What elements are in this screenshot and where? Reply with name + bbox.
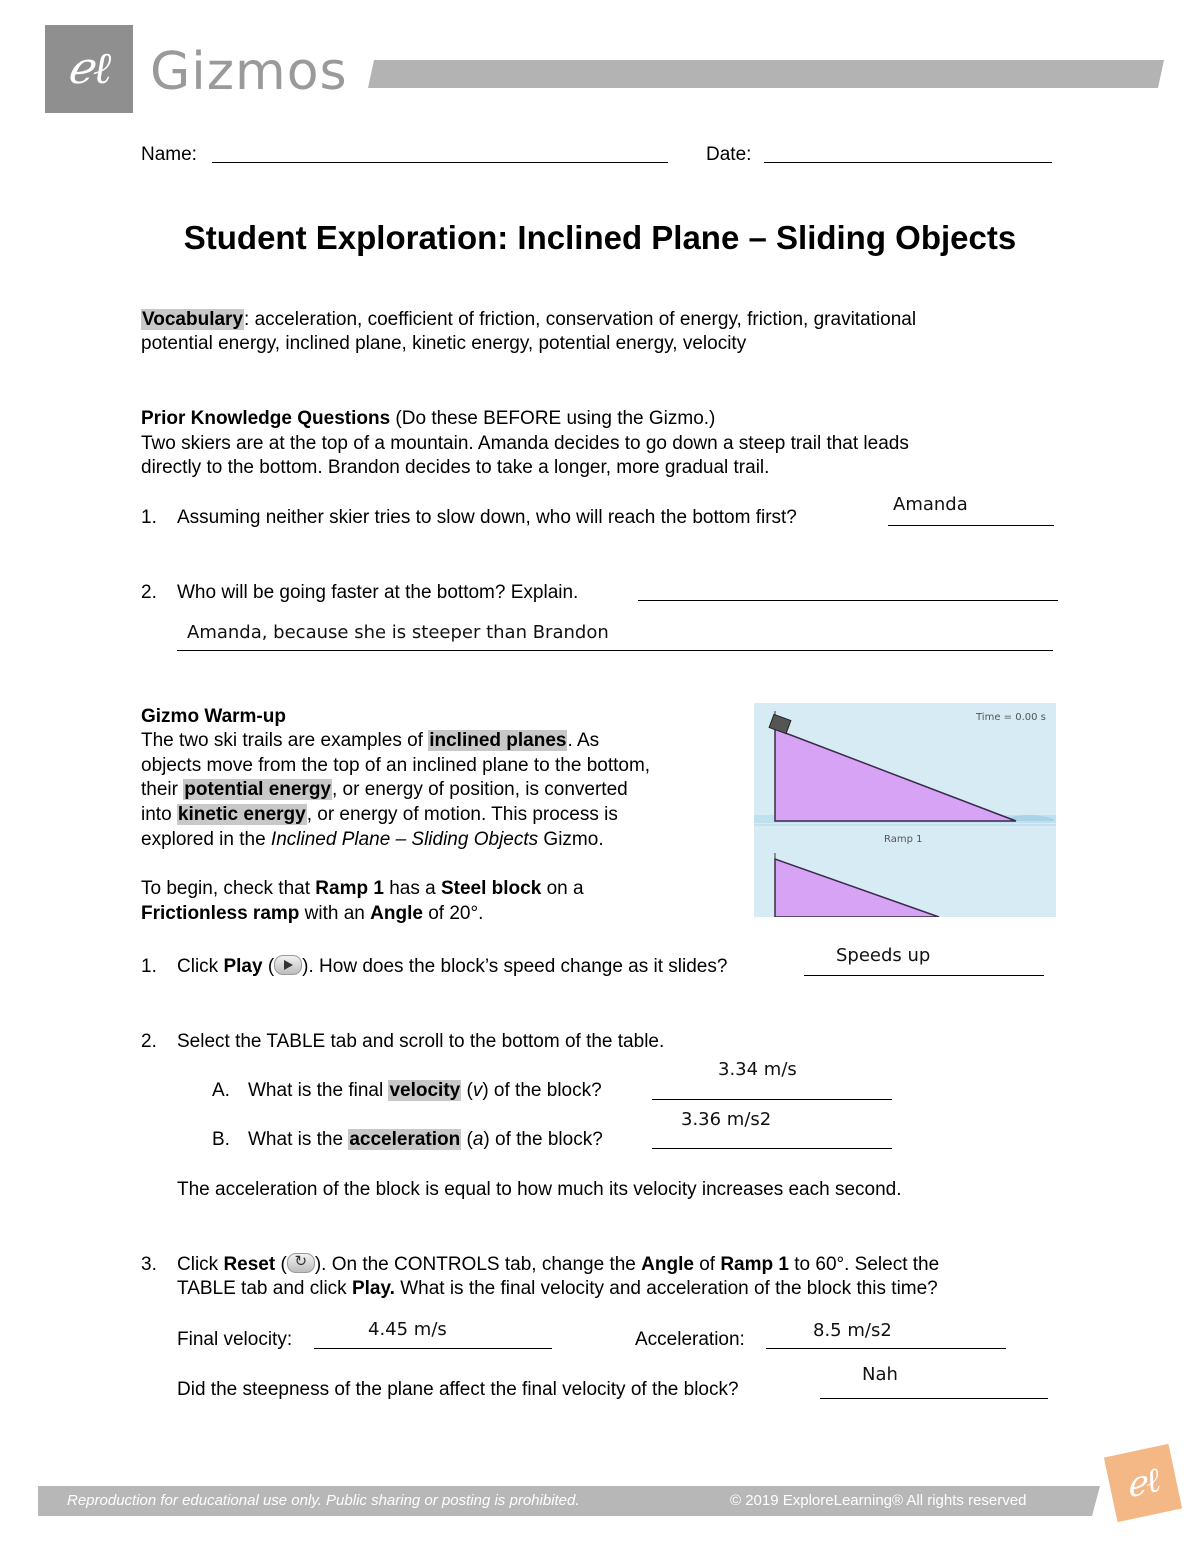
prior-q2-answer-line-1[interactable] (638, 600, 1058, 601)
qb-b: ( (461, 1129, 473, 1150)
play-triangle (284, 960, 293, 970)
qa-c: ) of the block? (482, 1080, 602, 1101)
term-potential-energy: potential energy (184, 779, 331, 800)
begin1-ramp: Ramp 1 (315, 878, 384, 899)
warmup-q1-number: 1. (141, 956, 157, 977)
q1-a: Click (177, 956, 224, 977)
prior-q1-text: Assuming neither skier tries to slow down, who will reach the bottom first? (177, 507, 797, 528)
warmup-p4 (141, 803, 618, 827)
steepness-answer: Nah (862, 1364, 898, 1385)
prior-q1-number: 1. (141, 507, 157, 528)
footer-logo (1104, 1444, 1182, 1522)
begin1-d: on a (541, 878, 584, 899)
warmup-p3-b: , or energy of position, is converted (332, 779, 628, 800)
prior-q1-answer: Amanda (893, 494, 968, 515)
warmup-p1-b: . As (567, 730, 600, 751)
date-field[interactable] (764, 162, 1052, 163)
begin2-c: with an (299, 903, 371, 924)
qa-label: A. (212, 1080, 230, 1101)
name-label: Name: (141, 144, 197, 165)
qa-v: v (472, 1080, 483, 1101)
warmup-p1-a: The two ski trails are examples of (141, 730, 429, 751)
warmup-p3 (141, 778, 628, 802)
logo-glyph: ℯℓ (66, 43, 112, 94)
qb-text (248, 1128, 603, 1152)
q3-a: Click (177, 1254, 224, 1275)
ramp-2-triangle (775, 859, 939, 917)
acceleration-answer: 8.5 m/s2 (813, 1320, 892, 1341)
q3-d: ). On the CONTROLS tab, change the (314, 1254, 642, 1275)
final-velocity-answer: 4.45 m/s (368, 1319, 447, 1340)
warmup-heading-bold: Gizmo Warm-up (141, 706, 286, 727)
footer-notice: Reproduction for educational use only. Public sharing or posting is prohibited. (67, 1492, 580, 1509)
q3-line2-play: Play. (351, 1278, 395, 1299)
warmup-p3-a: their (141, 779, 184, 800)
acceleration-note: The acceleration of the block is equal to how much its velocity increases each second. (177, 1179, 902, 1200)
name-field[interactable] (212, 162, 668, 163)
prior-intro-2: directly to the bottom. Brandon decides to take a longer, more gradual trail. (141, 457, 770, 478)
page-title: Student Exploration: Inclined Plane – Sliding Objects (183, 219, 1017, 256)
ramp-1-label: Ramp 1 (884, 834, 923, 845)
gizmo-name-italic: Inclined Plane – Sliding Objects (270, 829, 539, 850)
warmup-q1-text (177, 955, 727, 979)
term-inclined-planes: inclined planes (429, 730, 567, 751)
date-label: Date: (706, 144, 752, 165)
begin1-c: has a (383, 878, 441, 899)
prior-q1-answer-line[interactable] (888, 525, 1054, 526)
warmup-p4-a: into (141, 804, 177, 825)
gizmo-screenshot (754, 703, 1056, 917)
footer-copyright: © 2019 ExploreLearning® All rights reserved (730, 1492, 1027, 1509)
ramp-diagram (754, 703, 1056, 917)
warmup-begin-1 (141, 877, 584, 901)
warmup-begin-2 (141, 902, 483, 926)
warmup-p5-b: Gizmo. (538, 829, 604, 850)
qb-a-symbol: a (472, 1129, 484, 1150)
prior-heading-note: (Do these BEFORE using the Gizmo.) (390, 408, 716, 429)
warmup-p1 (141, 729, 599, 753)
qa-text (248, 1079, 602, 1103)
footer-logo-glyph: ℯℓ (1122, 1459, 1164, 1507)
steepness-answer-line[interactable] (820, 1398, 1048, 1399)
qa-answer: 3.34 m/s (718, 1059, 797, 1080)
q1-d: ). How does the block’s speed change as it slides? (302, 956, 728, 977)
warmup-q3-number: 3. (141, 1254, 157, 1275)
begin1-steel-block: Steel block (440, 878, 542, 899)
warmup-p5 (141, 828, 604, 852)
begin2-angle: Angle (370, 903, 423, 924)
warmup-q1-answer: Speeds up (836, 945, 931, 966)
prior-q2-text: Who will be going faster at the bottom? Explain. (177, 582, 579, 603)
qb-a: What is the (248, 1129, 349, 1150)
begin1-a: To begin, check that (141, 878, 316, 899)
steepness-question: Did the steepness of the plane affect the final velocity of the block? (177, 1379, 739, 1400)
prior-q2-answer: Amanda, because she is steeper than Brandon (187, 622, 609, 643)
qb-label: B. (212, 1129, 230, 1150)
vocabulary-label: Vocabulary (142, 309, 244, 330)
final-velocity-line[interactable] (314, 1348, 552, 1349)
header-bar (368, 60, 1164, 88)
final-velocity-label: Final velocity: (177, 1329, 293, 1350)
term-acceleration: acceleration (349, 1129, 461, 1150)
warmup-p4-b: , or energy of motion. This process is (306, 804, 618, 825)
acceleration-label: Acceleration: (635, 1329, 745, 1350)
warmup-q1-answer-line[interactable] (804, 975, 1044, 976)
term-velocity: velocity (389, 1080, 461, 1101)
ramp-1-triangle (775, 729, 1016, 821)
prior-heading (141, 407, 715, 431)
q3-line2-c: What is the final velocity and acceleration of the block this time? (394, 1278, 938, 1299)
warmup-q3-line-2 (177, 1277, 938, 1301)
reset-glyph: ↻ (294, 1253, 308, 1270)
q1-c: ( (262, 956, 275, 977)
prior-q2-number: 2. (141, 582, 157, 603)
prior-heading-bold: Prior Knowledge Questions (141, 408, 391, 429)
gizmos-logo (45, 25, 133, 113)
warmup-q2-text: Select the TABLE tab and scroll to the bottom of the table. (177, 1031, 665, 1052)
qa-b: ( (461, 1080, 473, 1101)
qb-c: ) of the block? (483, 1129, 603, 1150)
warmup-q2-number: 2. (141, 1031, 157, 1052)
term-kinetic-energy: kinetic energy (177, 804, 306, 825)
qb-answer: 3.36 m/s2 (681, 1109, 772, 1130)
q3-f: to 60°. Select the (788, 1254, 940, 1275)
vocabulary-terms-1: : acceleration, coefficient of friction, conservation of energy, friction, gravitational (244, 309, 917, 330)
q3-reset: Reset (223, 1254, 276, 1275)
begin2-frictionless: Frictionless ramp (141, 903, 300, 924)
warmup-q3-line-1 (177, 1253, 939, 1277)
reset-icon (287, 1253, 315, 1273)
qb-answer-line[interactable] (652, 1148, 892, 1149)
warmup-p5-a: explored in the (141, 829, 271, 850)
q3-e: of (693, 1254, 721, 1275)
qa-answer-line[interactable] (652, 1099, 892, 1100)
play-icon (274, 955, 302, 975)
acceleration-line[interactable] (766, 1348, 1006, 1349)
prior-q2-answer-line-2[interactable] (177, 650, 1053, 651)
warmup-heading (141, 705, 286, 729)
q3-line2-a: TABLE tab and click (177, 1278, 352, 1299)
qa-a: What is the final (248, 1080, 389, 1101)
q3-ramp: Ramp 1 (720, 1254, 789, 1275)
time-readout: Time = 0.00 s (976, 712, 1046, 723)
brand-name: Gizmos (150, 42, 348, 102)
steel-block (769, 714, 791, 733)
q3-c: ( (275, 1254, 287, 1275)
prior-intro-1: Two skiers are at the top of a mountain. Amanda decides to go down a steep trail that leads (141, 433, 909, 454)
q1-play: Play (223, 956, 263, 977)
q3-angle: Angle (641, 1254, 694, 1275)
vocabulary-line-1 (141, 308, 916, 332)
vocabulary-line-2: potential energy, inclined plane, kinetic energy, potential energy, velocity (141, 333, 747, 354)
begin2-d: of 20°. (422, 903, 484, 924)
warmup-p2: objects move from the top of an inclined plane to the bottom, (141, 755, 651, 776)
